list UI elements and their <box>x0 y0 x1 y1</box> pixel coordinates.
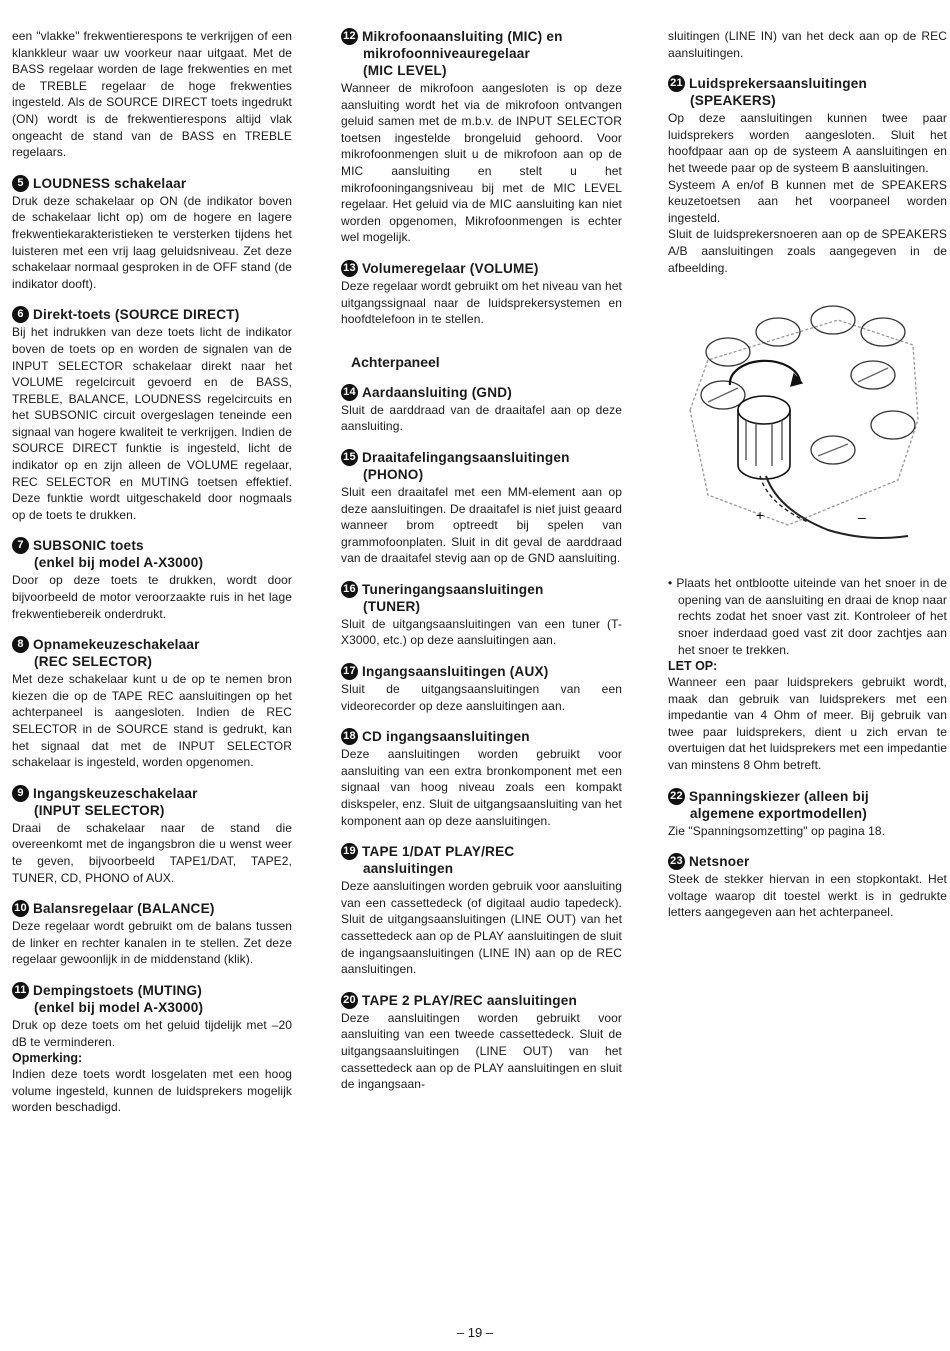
number-badge: 7 <box>12 537 29 554</box>
section-subsonic <box>12 537 292 622</box>
section-body: Bij het indrukken van deze toets licht de indikator boven de toets op en worden de signalen van de INPUT SELECTOR schakelaar direkt naar het VOLUME regelcircuit gevoerd en de BASS, TREBLE, BALANCE, LOUDNESS regelcircuits en het SUBSONIC circuit overgeslagen teneinde een signaal van hogere kwaliteit te verkrijgen. Indien de SOURCE DIRECT funktie is ingesteld, licht de indikator op en zijn alleen de VOLUME regelaar, REC SELECTOR en MUTING toetsen effektief. Deze funktie wordt uitgeschakeld door nogmaals op de toets te drukken. <box>12 325 292 522</box>
section-mic <box>341 28 622 246</box>
number-badge: 10 <box>12 900 29 917</box>
warning-body: Wanneer een paar luidsprekers gebruikt wordt, maak dan gebruik van luidsprekers met een impedantie van 4 Ohm of meer. Bij gebruik van twee paar luidsprekers, dient u zich ervan te overtuigen dat het luidsprekers met een impedantie van minstens 8 Ohm betreft. <box>668 675 947 773</box>
section-speakers <box>668 75 947 276</box>
column-left <box>12 28 292 1116</box>
section-body: Systeem A en/of B kunnen met de SPEAKERS keuzetoetsen aan het voorpaneel worden ingesteld. <box>668 177 947 225</box>
section-input-selector <box>12 785 292 886</box>
number-badge: 9 <box>12 785 29 802</box>
number-badge: 23 <box>668 853 685 870</box>
section-body: Deze regelaar wordt gebruikt om het niveau van het uitgangssignaal naar de luidsprekersystemen en hoofdtelefoon in te stellen. <box>341 278 622 327</box>
section-heading: 5 LOUDNESS schakelaar <box>12 175 292 192</box>
section-cd <box>341 728 622 829</box>
note-body: Indien deze toets wordt losgelaten met een hoog volume ingesteld, kunnen de luidsprekers mogelijk worden beschadigd. <box>12 1067 292 1115</box>
section-body: Druk op deze toets om het geluid tijdelijk met –20 dB te verminderen. <box>12 1017 292 1049</box>
section-tuner <box>341 581 622 649</box>
number-badge: 5 <box>12 175 29 192</box>
section-heading: 20 TAPE 2 PLAY/REC aansluitingen <box>341 992 622 1009</box>
number-badge: 13 <box>341 260 358 277</box>
section-body: Sluit de aarddraad van de draaitafel aan op deze aansluiting. <box>341 402 622 434</box>
section-power-cord <box>668 853 947 921</box>
section-phono <box>341 449 622 567</box>
section-heading: 13 Volumeregelaar (VOLUME) <box>341 260 622 277</box>
section-body: Met deze schakelaar kunt u de op te nemen bron kiezen die op de TAPE REC aansluitingen op het achterpaneel is aangesloten. Indien de REC SELECTOR in de SOURCE stand is gedrukt, kan het signaal dat met de INPUT SELECTOR schakelaar is ingesteld, worden opgenomen. <box>12 672 292 770</box>
section-heading: 6 Direkt-toets (SOURCE DIRECT) <box>12 306 292 323</box>
number-badge: 22 <box>668 788 685 805</box>
bullet-instruction: • Plaats het ontblootte uiteinde van het snoer in de opening van de aansluiting en draai de knop naar rechts zodat het snoer vast zit. Kontroleer of het snoer inderdaad goed vast zit door zachtjes aan het snoer te trekken. <box>668 576 947 657</box>
section-body: Wanneer de mikrofoon aangesloten is op deze aansluiting wordt het via de mikrofoon ontvangen geluid samen met de m.b.v. de INPUT SELECTOR toetsen ingestelde brongeluid gehoord. Voor mikrofoonmengen sluit u de mikrofoon aan op de MIC aansluiting en stelt u het mikrofooningangsniveau bij met de MIC LEVEL regelaar. Het geluid via de MIC aansluiting kan niet worden opgenomen, Mikrofoonmengen is echter wel mogelijk. <box>341 81 622 245</box>
number-badge: 6 <box>12 306 29 323</box>
section-heading: 10 Balansregelaar (BALANCE) <box>12 900 292 917</box>
section-heading: 15 Draaitafelingangsaansluitingen (PHONO) <box>341 449 622 483</box>
section-body: Sluit de uitgangsaansluitingen van een tuner (T-X3000, etc.) op deze aansluitingen aan. <box>341 616 622 648</box>
number-badge: 12 <box>341 28 358 45</box>
page-number: – 19 – <box>456 1325 494 1340</box>
section-heading: 9 Ingangskeuzeschakelaar (INPUT SELECTOR) <box>12 785 292 819</box>
number-badge: 15 <box>341 449 358 466</box>
section-body: Deze aansluitingen worden gebruikt voor aansluiting van een extra bronkomponent met een signaal van hoog niveau zoals een kompakt diskspeler, enz. Sluit de uitgangsaansluiting van het komponent aan op deze aansluitingen. <box>341 747 622 828</box>
number-badge: 8 <box>12 636 29 653</box>
section-body: Sluit de luidsprekersnoeren aan op de SPEAKERS A/B aansluitingen zoals aangegeven in de afbeelding. <box>668 227 947 275</box>
section-body: Draai de schakelaar naar de stand die overeenkomt met de ingangsbron die u wenst weer te geven, bijvoorbeeld TAPE1/DAT, TAPE2, TUNER, CD, PHONO of AUX. <box>12 820 292 885</box>
section-body: Deze aansluitingen worden gebruikt voor aansluiting van een tweede cassettedeck. Sluit de uitgangsaansluitingen (LINE OUT) van het cassettedeck aan op de PLAY aansluitingen en sluit de ingangsaan- <box>341 1010 622 1092</box>
section-heading: 11 Dempingstoets (MUTING) (enkel bij model A-X3000) <box>12 982 292 1016</box>
section-body: Deze aansluitingen worden gebruik voor aansluiting van een cassettedeck (of digitaal audio tapedeck). Sluit de uitgangsaansluitingen (LINE OUT) van het cassettedeck aan op de PLAY aansluitingen de sluit de ingangsaansluitingen (LINE IN) aan op de REC aansluitingen. <box>341 879 622 977</box>
column-right <box>668 28 947 921</box>
section-body: Deze regelaar wordt gebruikt om de balans tussen de linker en rechter kanalen in te stellen. Zet deze regelaar gewoonlijk in de middenstand (klik). <box>12 919 292 967</box>
section-heading: 23 Netsnoer <box>668 853 947 870</box>
section-voltage-selector <box>668 788 947 840</box>
plus-label: + <box>756 507 765 524</box>
section-tape1 <box>341 843 622 978</box>
column-middle <box>341 28 622 1093</box>
number-badge: 19 <box>341 843 358 860</box>
section-body: Zie "Spanningsomzetting" op pagina 18. <box>668 823 886 838</box>
speaker-terminal-illustration <box>668 290 947 545</box>
section-body: Op deze aansluitingen kunnen twee paar luidsprekers worden aangesloten. Sluit het hoofdpaar aan op de systeem A aansluitingen en het tweede paar op de systeem B aansluitingen. <box>668 111 947 175</box>
subheading-achterpaneel: Achterpaneel <box>351 353 440 370</box>
section-heading: 21 Luidsprekersaansluitingen (SPEAKERS) <box>668 75 947 109</box>
section-heading: 8 Opnamekeuzeschakelaar (REC SELECTOR) <box>12 636 292 670</box>
warning-label: LET OP: <box>668 659 718 674</box>
section-muting <box>12 982 292 1116</box>
section-rec-selector <box>12 636 292 771</box>
intro-paragraph: een "vlakke" frekwentierespons te verkrijgen of een klankkleur waar uw voorkeur naar uitgaat. Met de BASS regelaar worden de lage frekwenties en met de TREBLE regelaar de hoge frekwenties ingesteld. Als de SOURCE DIRECT toets ingedrukt (ON) wordt is de frekwentierespons altijd vlak ongeacht de stand van de BASS en TREBLE regelaars. <box>12 29 292 160</box>
minus-label: – <box>858 509 866 526</box>
continued-paragraph: sluitingen (LINE IN) van het deck aan op de REC aansluitingen. <box>668 29 947 60</box>
section-tape2 <box>341 992 622 1093</box>
number-badge: 14 <box>341 384 358 401</box>
terminal-drawing <box>668 290 947 545</box>
section-heading: 12 Mikrofoonaansluiting (MIC) en mikrofoonniveauregelaar (MIC LEVEL) <box>341 28 622 79</box>
section-gnd <box>341 384 622 435</box>
number-badge: 20 <box>341 992 358 1009</box>
section-aux <box>341 663 622 714</box>
section-loudness <box>12 175 292 293</box>
section-heading: 22 Spanningskiezer (alleen bij algemene exportmodellen) <box>668 788 947 822</box>
section-body: Door op deze toets te drukken, wordt door bijvoorbeeld de motor veroorzaakte ruis in het lage frekwentiebereik onderdrukt. <box>12 573 292 621</box>
section-heading: 7 SUBSONIC toets (enkel bij model A-X3000) <box>12 537 292 571</box>
number-badge: 17 <box>341 663 358 680</box>
section-body: Sluit de uitgangsaansluitingen van een videorecorder op deze aansluitingen aan. <box>341 682 622 713</box>
section-heading: 14 Aardaansluiting (GND) <box>341 384 622 401</box>
section-body: Druk deze schakelaar op ON (de indikator boven de schakelaar licht op) om de hogere en lagere frekwentiekarakteristieken te versterken tijdens het luisteren met een vrij laag geluidsniveau. Zet deze schakelaar normaal gesproken in de OFF stand (de indikator dooft). <box>12 193 292 291</box>
section-body: Steek de stekker hiervan in een stopkontakt. Het voltage waarop dit toestel werkt is in gedrukte letters aangegeven aan het achterpaneel. <box>668 872 947 920</box>
note-label: Opmerking: <box>12 1051 83 1066</box>
number-badge: 11 <box>12 982 29 999</box>
section-heading: 18 CD ingangsaansluitingen <box>341 728 622 745</box>
section-heading: 19 TAPE 1/DAT PLAY/REC aansluitingen <box>341 843 622 877</box>
section-heading: 17 Ingangsaansluitingen (AUX) <box>341 663 622 680</box>
number-badge: 18 <box>341 728 358 745</box>
section-source-direct <box>12 306 292 523</box>
number-badge: 16 <box>341 581 358 598</box>
section-balance <box>12 900 292 968</box>
number-badge: 21 <box>668 75 685 92</box>
section-volume <box>341 260 622 328</box>
section-heading: 16 Tuneringangsaansluitingen (TUNER) <box>341 581 622 615</box>
section-body: Sluit een draaitafel met een MM-element aan op deze aansluitingen. De draaitafel is niet juist geaard wanneer brom optreedt bij spelen van grammofoonplaten. Sluit in dit geval de aarddraad van de draaitafel stevig aan op de GND aansluiting. <box>341 484 622 566</box>
